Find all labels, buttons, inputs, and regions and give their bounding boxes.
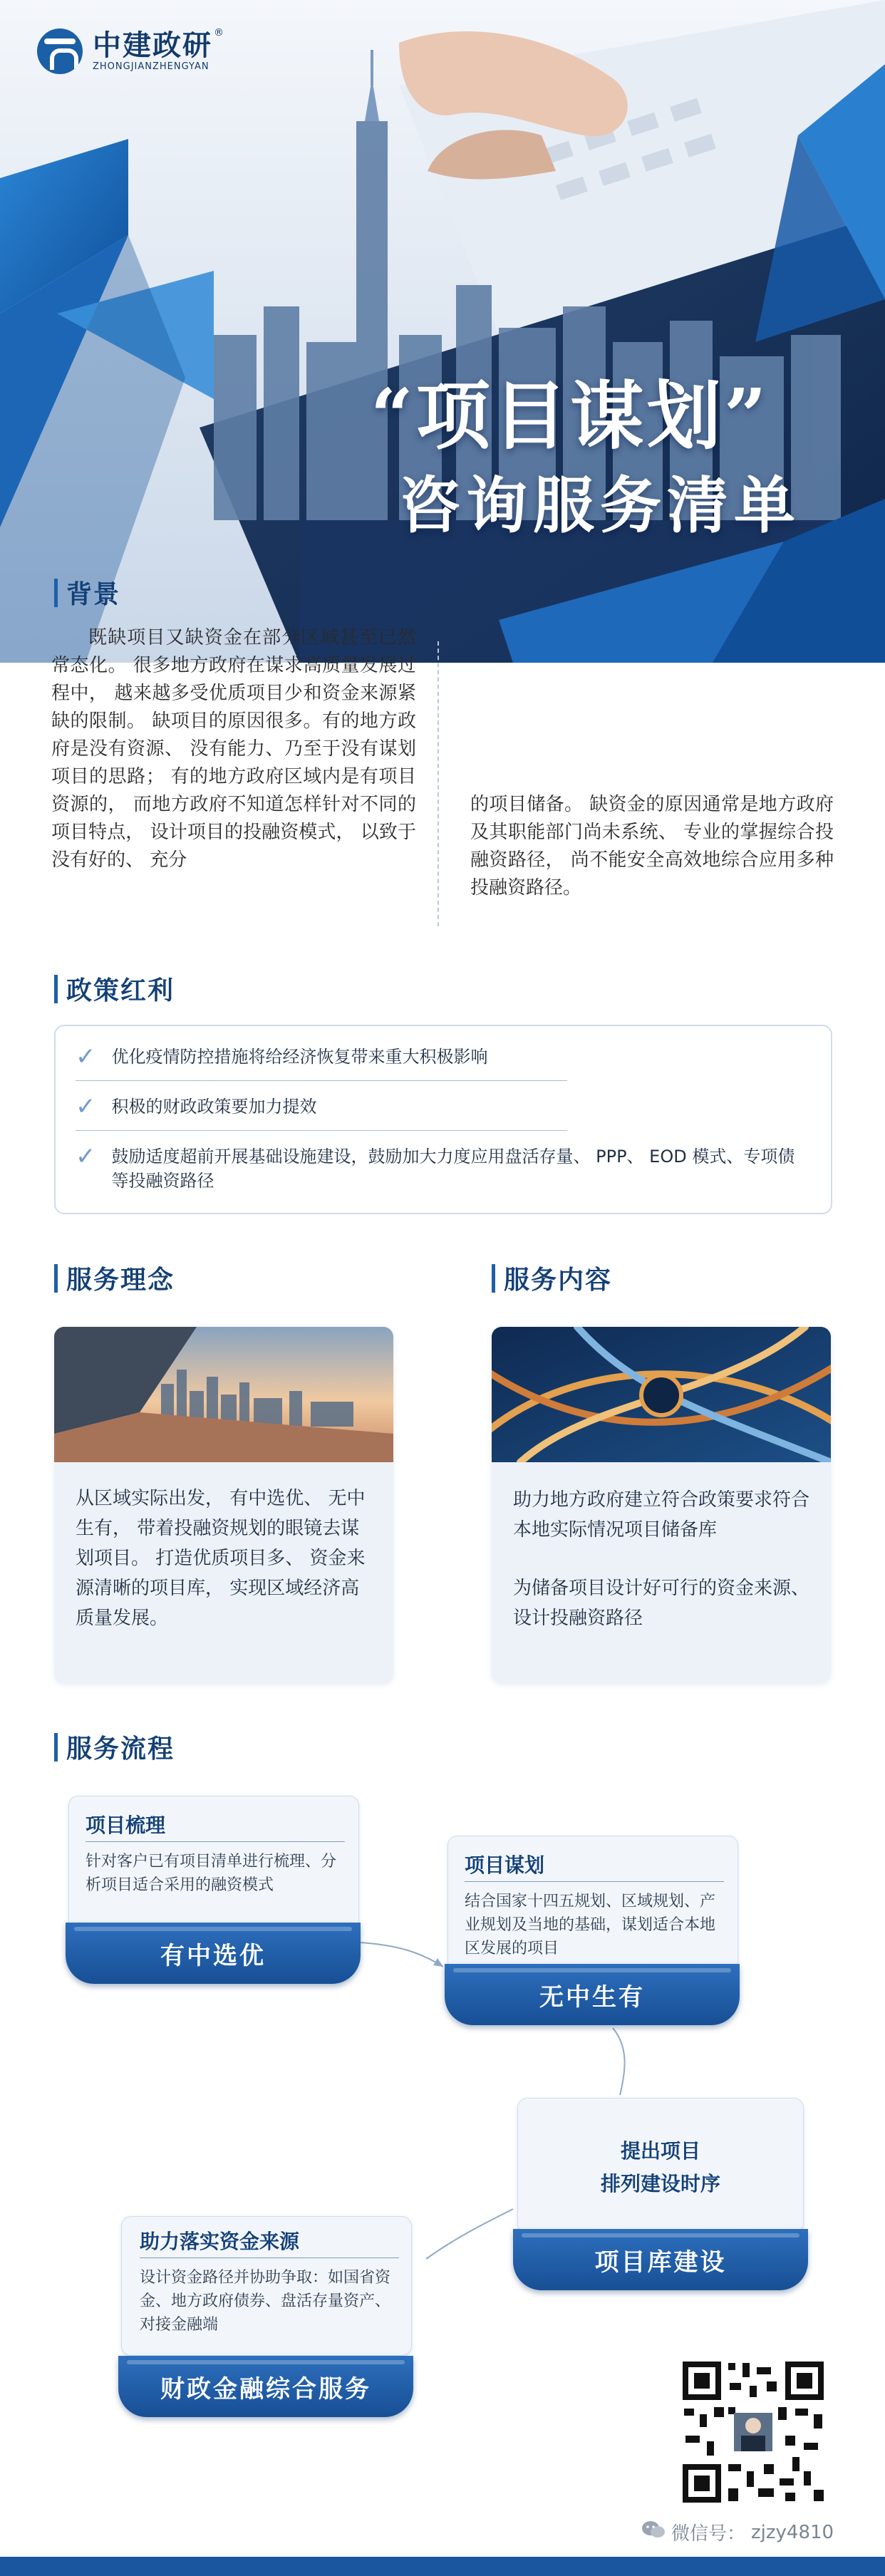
background-heading [54,574,120,611]
policy-list [54,1025,832,1214]
philosophy-text: 从区域实际出发， 有中选优、 无中生有， 带着投融资规划的眼镜去谋划项目。 打造优质项目多、 资金来源清晰的项目库， 实现区域经济高质量发展。 [76,1488,366,1629]
heading-accent-bar [54,1733,58,1762]
policy-heading [54,971,175,1007]
process-step-2-rule [465,1881,724,1882]
hero-banner [0,0,885,663]
philosophy-card [54,1327,393,1683]
heading-accent-bar [54,975,58,1003]
policy-item-text: 优化疫情防控措施将给经济恢复带来重大积极影响 [111,1047,488,1067]
process-step-4-title: 助力落实资金来源 [140,2230,300,2253]
content-para-1: 助力地方政府建立符合政策要求符合本地实际情况项目储备库 [513,1489,810,1541]
process-step-2-label: 无中生有 [445,1964,740,2025]
process-step-4-label: 财政金融综合服务 [118,2356,413,2417]
checkmark-icon: ✓ [76,1043,96,1071]
policy-item-text: 积极的财政政策要加力提效 [111,1097,317,1117]
background-heading-text: 背景 [66,580,121,609]
heading-accent-bar [54,1264,58,1293]
process-step-1-rule [86,1841,345,1842]
heading-accent-bar [492,1264,495,1293]
process-step-3-title: 提出项目 排列建设时序 [600,2139,720,2195]
brand-emblem-icon [37,29,83,74]
background-right-paragraph: 的项目储备。 缺资金的原因通常是地方政府及其职能部门尚未系统、 专业的掌握综合投融资路径， 尚不能安全高效地综合应用多种投融资路径。 [470,794,834,899]
process-step-2-desc: 结合国家十四五规划、区域规划、产业规划及当地的基础，谋划适合本地区发展的项目 [465,1893,716,1957]
checkmark-icon: ✓ [76,1142,96,1171]
background-left-paragraph: 既缺项目又缺资金在部分区域甚至已然常态化。 很多地方政府在谋求高质量发展过程中， 越来越多受优质项目少和资金来源紧缺的限制。 缺项目的原因很多。有的地方政府是没有资源、 没有能力、乃至于没有谋划项目的思路； 有的地方政府区域内是有项目资源的， 而地方政府不知道怎样针对不同的项目特点， 设计项目的投融资模式， 以致于没有好的、 充分 [51,627,416,871]
process-step-3-label: 项目库建设 [513,2229,808,2290]
heading-accent-bar [54,579,58,607]
process-heading-text: 服务流程 [66,1734,175,1764]
background-divider [438,641,439,926]
process-step-1-title: 项目梳理 [86,1814,166,1837]
policy-divider [76,1130,567,1131]
philosophy-heading-text: 服务理念 [66,1266,175,1295]
policy-item [76,1045,488,1069]
content-para-2: 为储备项目设计好可行的资金来源、 设计投融资路径 [513,1578,810,1629]
process-step-2-title: 项目谋划 [465,1853,545,1877]
wechat-icon [641,2520,666,2545]
highway-interchange-image [492,1327,831,1462]
brand-logo[interactable] [37,27,224,74]
process-step-4-desc: 设计资金路径并协助争取：如国省资金、地方政府债券、盘活存量资产、对接金融端 [140,2269,391,2334]
wechat-label: 微信号： [671,2523,746,2545]
brand-name-en: ZHONGJIANZHENGYAN [93,61,209,72]
philosophy-heading [54,1260,175,1296]
content-heading-text: 服务内容 [504,1266,613,1295]
city-skyline-image [54,1327,393,1462]
content-heading [492,1260,612,1296]
process-step-1-label: 有中选优 [66,1923,361,1984]
policy-heading-text: 政策红利 [66,976,175,1005]
process-step-4-rule [140,2257,399,2258]
wechat-qr-code[interactable] [678,2357,828,2507]
content-card [492,1327,831,1683]
process-heading [54,1729,175,1765]
policy-item [76,1144,817,1193]
hero-title-line1: “项目谋划” [371,372,770,460]
wechat-id-value: zjzy4810 [751,2521,834,2543]
checkmark-icon: ✓ [76,1092,96,1121]
brand-name-cn: 中建政研 [93,29,212,62]
hero-illustration [0,0,885,663]
policy-divider [76,1080,567,1081]
registered-mark: ® [214,27,224,38]
process-step-1-desc: 针对客户已有项目清单进行梳理、分析项目适合采用的融资模式 [86,1853,337,1894]
wechat-id[interactable] [641,2519,834,2545]
footer-band [0,2557,885,2576]
policy-item-text: 鼓励适度超前开展基础设施建设，鼓励加大力度应用盘活存量、 PPP、 EOD 模式、专项债等投融资路径 [111,1147,795,1191]
hero-title-line2: 咨询服务清单 [399,470,801,542]
policy-item [76,1092,317,1121]
